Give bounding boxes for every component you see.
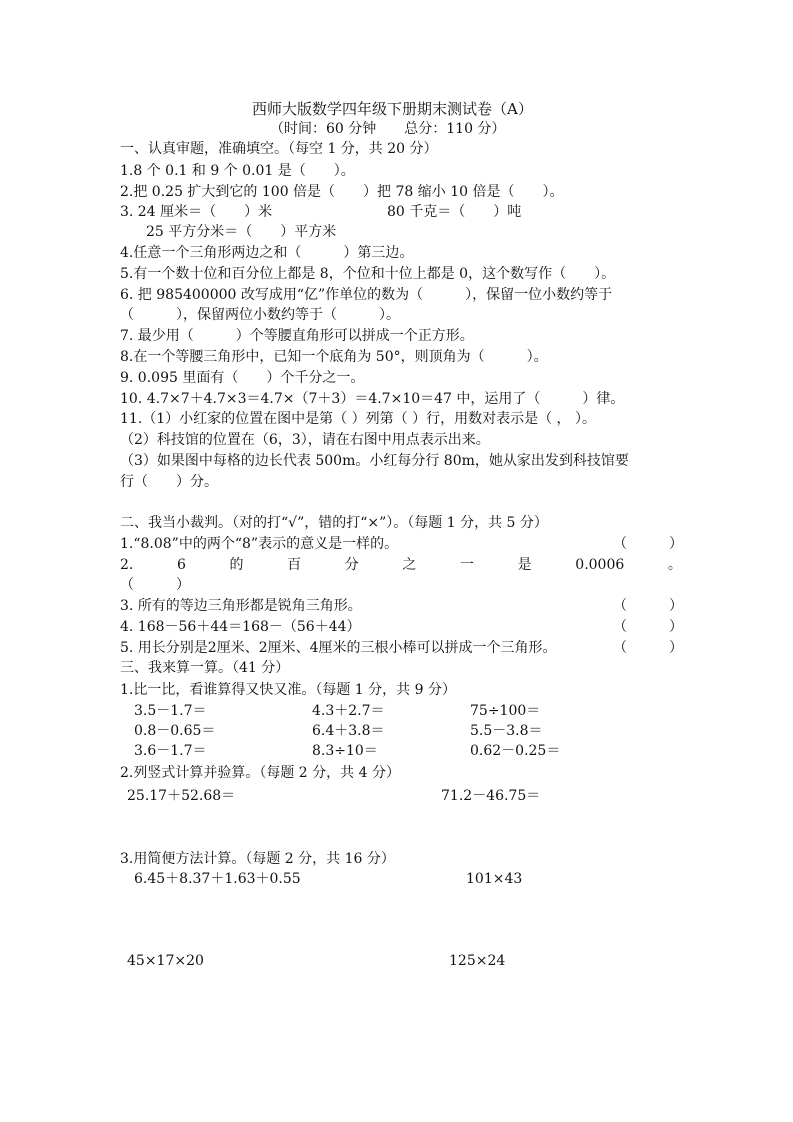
s3-calc-item: 0.62－0.25＝ [470,743,561,759]
s2-q2-word: 2. [120,557,134,573]
exam-title: 西师大版数学四年级下册期末测试卷（A） [252,100,533,118]
s1-question-11a: 11.（1）小红家的位置在图中是第（ ）列第（ ）行，用数对表示是（ ， ）。 [120,411,596,427]
s2-q2-word: 一 [460,557,475,573]
s3-simplify-item: 45×17×20 [127,953,204,969]
s2-q2-word: 之 [402,557,417,573]
s3-sub1-heading: 1.比一比，看谁算得又快又准。（每题 1 分，共 9 分） [120,682,456,698]
s3-simplify-item: 101×43 [466,871,523,887]
s2-question-5: 5. 用长分别是2厘米、2厘米、4厘米的三根小棒可以拼成一个三角形。 [120,640,557,656]
s2-q2-word: 是 [517,557,532,573]
s1-question-11c: （3）如果图中每格的边长代表 500m。小红每分行 80m，她从家出发到科技馆要 [120,453,629,469]
s3-simplify-item: 125×24 [449,953,506,969]
s1-question-6a: 6. 把 985400000 改写成用“亿”作单位的数为（ ），保留一位小数约等于 [120,287,613,303]
s1-question-3c: 25 平方分米＝（ ）平方米 [146,224,337,240]
s2-q2-word: 分 [344,557,359,573]
s3-calc-item: 3.5－1.7＝ [134,703,207,719]
s3-calc-item: 0.8－0.65＝ [134,723,216,739]
s3-sub3-heading: 3.用简便方法计算。（每题 2 分，共 16 分） [120,851,395,867]
s3-calc-item: 6.4＋3.8＝ [312,723,385,739]
s1-question-8: 8.在一个等腰三角形中，已知一个底角为 50°，则顶角为（ ）。 [120,349,548,365]
s1-question-11b: （2）科技馆的位置在（6，3），请在右图中用点表示出来。 [120,432,490,448]
s2-q2-word: 百 [287,557,302,573]
s1-question-4: 4.任意一个三角形两边之和（ ）第三边。 [120,245,414,261]
s3-calc-item: 3.6－1.7＝ [134,743,207,759]
s1-question-9: 9. 0.095 里面有（ ）个千分之一。 [120,370,365,386]
s1-question-6b: （ ），保留两位小数约等于（ ）。 [120,307,400,323]
s3-simplify-item: 6.45＋8.37＋1.63＋0.55 [134,871,301,887]
s3-vertical-calc-item: 25.17＋52.68＝ [127,788,236,804]
s2-answer-blank-3[interactable]: （ ） [613,598,683,614]
section3-heading: 三、我来算一算。（41 分） [120,660,290,676]
s2-answer-blank-5[interactable]: （ ） [613,640,683,656]
section1-heading: 一、认真审题，准确填空。（每空 1 分，共 20 分） [120,141,438,157]
s1-question-10: 10. 4.7×7＋4.7×3＝4.7×（7＋3）＝4.7×10＝47 中，运用了（ ）律。 [120,391,625,407]
s2-answer-blank-4[interactable]: （ ） [613,619,683,635]
s2-question-4: 4. 168－56＋44＝168－（56＋44） [120,619,361,635]
s1-question-1: 1.8 个 0.1 和 9 个 0.01 是（ ）。 [120,163,355,179]
s1-question-2: 2.把 0.25 扩大到它的 100 倍是（ ）把 78 缩小 10 倍是（ ）。 [120,184,564,200]
s1-question-3b: 80 千克＝（ ）吨 [387,204,522,220]
s2-question-3: 3. 所有的等边三角形都是锐角三角形。 [120,598,362,614]
s2-q2-word: 的 [229,557,244,573]
s1-question-3a: 3. 24 厘米＝（ ）米 [120,204,273,220]
section2-heading: 二、我当小裁判。（对的打“√”，错的打“×”）。（每题 1 分，共 5 分） [120,515,548,531]
s3-calc-item: 8.3÷10＝ [312,743,378,759]
s2-q2-word: 0.0006 [575,557,625,573]
s3-calc-item: 4.3＋2.7＝ [312,703,385,719]
s3-calc-item: 5.5－3.8＝ [470,723,543,739]
s2-q2-word: 6 [176,557,186,573]
s1-question-7: 7. 最少用（ ）个等腰直角形可以拼成一个正方形。 [120,328,474,344]
s1-question-5: 5.有一个数十位和百分位上都是 8，个位和十位上都是 0，这个数写作（ ）。 [120,266,616,282]
s3-vertical-calc-item: 71.2－46.75＝ [441,788,541,804]
s2-q2-word: 。 [667,557,682,573]
s2-answer-blank-1[interactable]: （ ） [613,536,683,552]
exam-subtitle: （时间：60 分钟 总分：110 分） [270,121,506,137]
s2-question-1: 1.“8.08”中的两个“8”表示的意义是一样的。 [120,536,399,552]
s3-sub2-heading: 2.列竖式计算并验算。（每题 2 分，共 4 分） [120,765,400,781]
s2-question-2 [120,555,682,575]
s2-answer-blank-2[interactable]: （ ） [120,577,190,593]
s3-calc-item: 75÷100＝ [470,703,541,719]
s1-question-11d: 行（ ）分。 [120,474,218,490]
